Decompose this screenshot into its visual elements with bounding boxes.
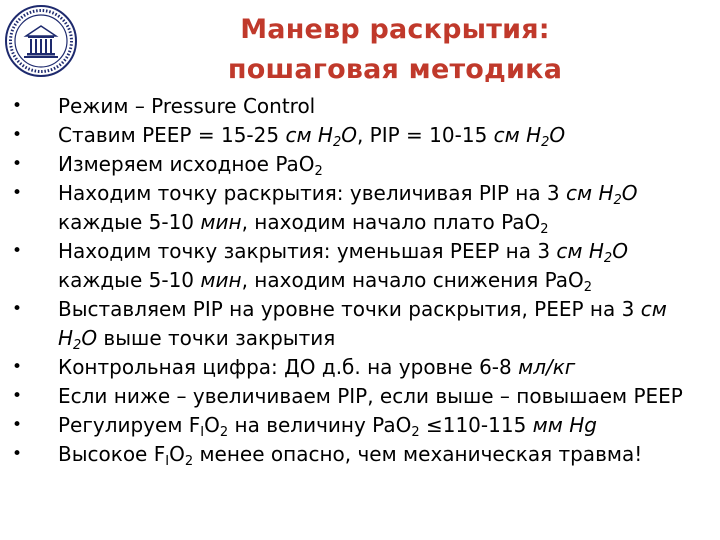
bullet-mode: • Режим – Pressure Control <box>12 92 717 121</box>
bullet-opening-point: • Находим точку раскрытия: увеличивая PIP на 3 см $H_2O$ каждые 5-10 мин, находим начало плато PaO$_2$ <box>12 179 717 237</box>
title-line-2: пошаговая методика <box>227 54 563 85</box>
bullet-control-figure: • Контрольная цифра: ДО д.б. на уровне 6-8 мл/кг <box>12 353 717 382</box>
university-seal-icon <box>4 4 78 78</box>
bullet-closing-point: • Находим точку закрытия: уменьшая PEEP на 3 см $H_2O$ каждые 5-10 мин, находим начало снижения PaO$_2$ <box>12 237 717 295</box>
slide-title <box>215 10 575 90</box>
bullet-measure-pao2: • Измеряем исходное PaO$_2$ <box>12 150 717 179</box>
bullet-if-lower: • Если ниже – увеличиваем PIP, если выше – повышаем PEEP <box>12 382 717 411</box>
bullet-set-pip: • Выставляем PIP на уровне точки раскрытия, PEEP на 3 см $H_2O$ выше точки закрытия <box>12 295 717 353</box>
bullet-list <box>12 92 717 469</box>
bullet-set-peep: • Ставим PEEP = 15-25 см $H_2O$, PIP = 10-15 см $H_2O$ <box>12 121 717 150</box>
bullet-high-fio2: • Высокое $F_IO_2$ менее опасно, чем механическая травма! <box>12 440 717 469</box>
title-line-1: Маневр раскрытия: <box>240 14 550 45</box>
bullet-adjust-fio2: • Регулируем $F_IO_2$ на величину PaO$_2$ ≤110-115 мм Hg <box>12 411 717 440</box>
